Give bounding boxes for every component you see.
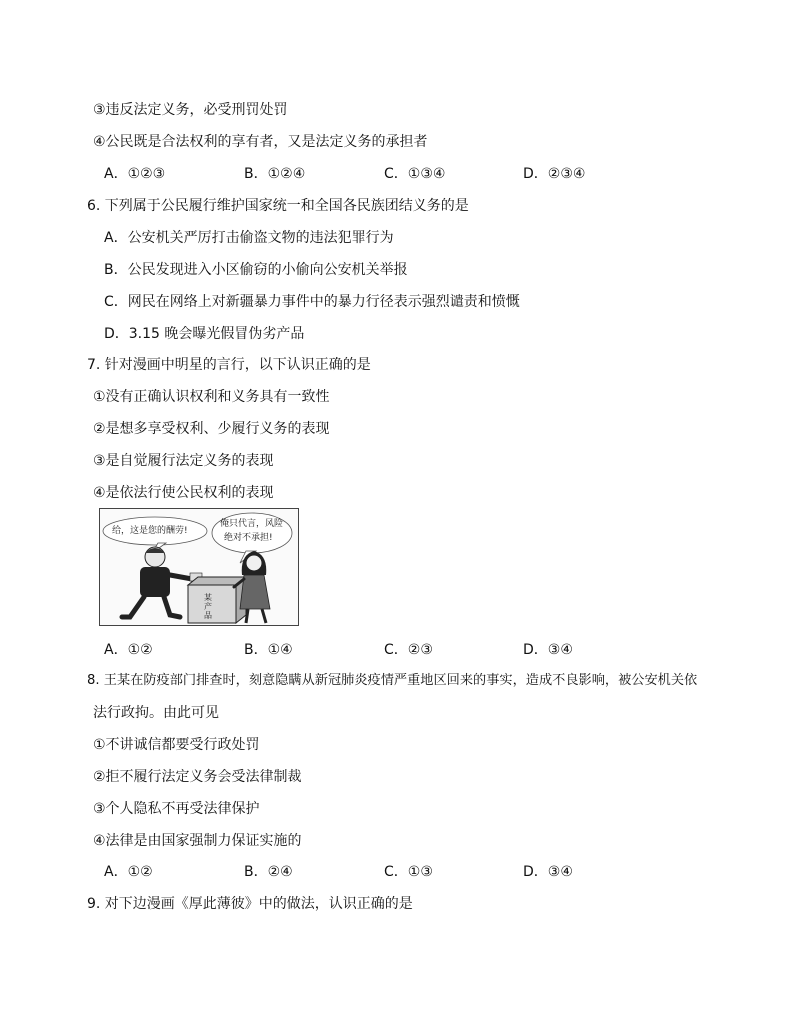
q5-option-a: A．①②③: [104, 166, 166, 182]
speech-right-text-1: 俺只代言，风险: [220, 519, 284, 529]
q6-option-c: C．网民在网络上对新疆暴力事件中的暴力行径表示强烈谴责和愤慨: [104, 294, 520, 310]
q7-option-b: B．①④: [244, 642, 293, 658]
q7-option-a: A．①②: [104, 642, 153, 658]
q7-item-2: ②是想多享受权利、少履行义务的表现: [93, 421, 330, 437]
q9-stem: 9. 对下边漫画《厚此薄彼》中的做法，认识正确的是: [87, 896, 413, 912]
q8-option-d: D．③④: [523, 864, 573, 880]
q8-item-3: ③个人隐私不再受法律保护: [93, 801, 260, 817]
q5-option-c: C．①③④: [384, 166, 446, 182]
q7-options: [104, 640, 704, 660]
q7-option-d: D．③④: [523, 642, 573, 658]
q8-option-a: A．①②: [104, 864, 153, 880]
q8-option-b: B．②④: [244, 864, 293, 880]
box-label: 某产品: [204, 593, 212, 620]
q6-stem: 6. 下列属于公民履行维护国家统一和全国各民族团结义务的是: [87, 198, 469, 214]
speech-left-text: 给，这是您的酬劳!: [112, 526, 188, 536]
q6-option-d: D．3.15 晚会曝光假冒伪劣产品: [104, 326, 305, 342]
q7-option-c: C．②③: [384, 642, 433, 658]
q7-item-3: ③是自觉履行法定义务的表现: [93, 453, 274, 469]
q5-option-b: B．①②④: [244, 166, 306, 182]
q5-item-4: ④公民既是合法权利的享有者，又是法定义务的承担者: [93, 134, 428, 150]
speech-right-text-2: 绝对不承担!: [224, 533, 273, 543]
q7-stem: 7. 针对漫画中明星的言行，以下认识正确的是: [87, 357, 371, 373]
q8-stem-line1: 8. 王某在防疫部门排查时，刻意隐瞒从新冠肺炎疫情严重地区回来的事实，造成不良影响，被公安机关依: [87, 673, 698, 688]
q7-item-4: ④是依法行使公民权利的表现: [93, 485, 274, 501]
q7-item-1: ①没有正确认识权利和义务具有一致性: [93, 389, 330, 405]
q7-cartoon: [99, 508, 299, 626]
q5-item-3: ③违反法定义务，必受刑罚处罚: [93, 102, 288, 118]
q8-options: [104, 862, 704, 882]
q6-option-a: A．公安机关严厉打击偷盗文物的违法犯罪行为: [104, 230, 394, 246]
q8-stem-line2: 法行政拘。由此可见: [93, 705, 219, 721]
q8-option-c: C．①③: [384, 864, 433, 880]
q5-options: [104, 164, 704, 184]
q8-item-4: ④法律是由国家强制力保证实施的: [93, 833, 302, 849]
q5-option-d: D．②③④: [523, 166, 586, 182]
q6-option-b: B．公民发现进入小区偷窃的小偷向公安机关举报: [104, 262, 408, 278]
q8-item-1: ①不讲诚信都要受行政处罚: [93, 737, 260, 753]
q8-item-2: ②拒不履行法定义务会受法律制裁: [93, 769, 302, 785]
